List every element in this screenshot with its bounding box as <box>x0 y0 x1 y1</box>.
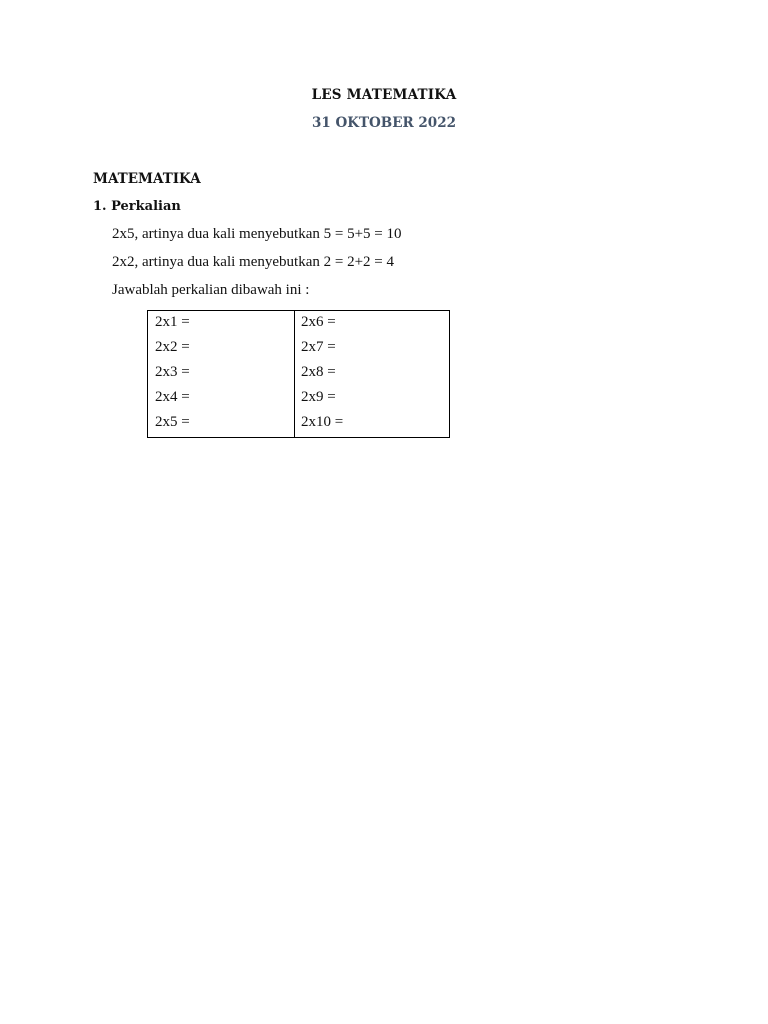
example-line: 2x5, artinya dua kali menyebutkan 5 = 5+5 = 10 <box>112 226 402 242</box>
table-cell: 2x5 = <box>155 414 190 430</box>
table-cell: 2x6 = <box>301 314 336 330</box>
table-cell: 2x8 = <box>301 364 336 380</box>
instruction-line: Jawablah perkalian dibawah ini : <box>112 282 310 298</box>
document-title: LES MATEMATIKA <box>311 87 457 103</box>
table-column-left <box>148 311 295 437</box>
section-heading: MATEMATIKA <box>93 171 201 187</box>
table-column-right <box>295 311 449 437</box>
table-cell: 2x9 = <box>301 389 336 405</box>
subsection-heading: 1. Perkalian <box>93 199 181 214</box>
table-cell: 2x1 = <box>155 314 190 330</box>
table-cell: 2x2 = <box>155 339 190 355</box>
document-date: 31 OKTOBER 2022 <box>312 115 456 131</box>
table-cell: 2x3 = <box>155 364 190 380</box>
example-line: 2x2, artinya dua kali menyebutkan 2 = 2+2 = 4 <box>112 254 394 270</box>
table-cell: 2x10 = <box>301 414 344 430</box>
table-cell: 2x4 = <box>155 389 190 405</box>
multiplication-table <box>147 310 450 438</box>
table-cell: 2x7 = <box>301 339 336 355</box>
